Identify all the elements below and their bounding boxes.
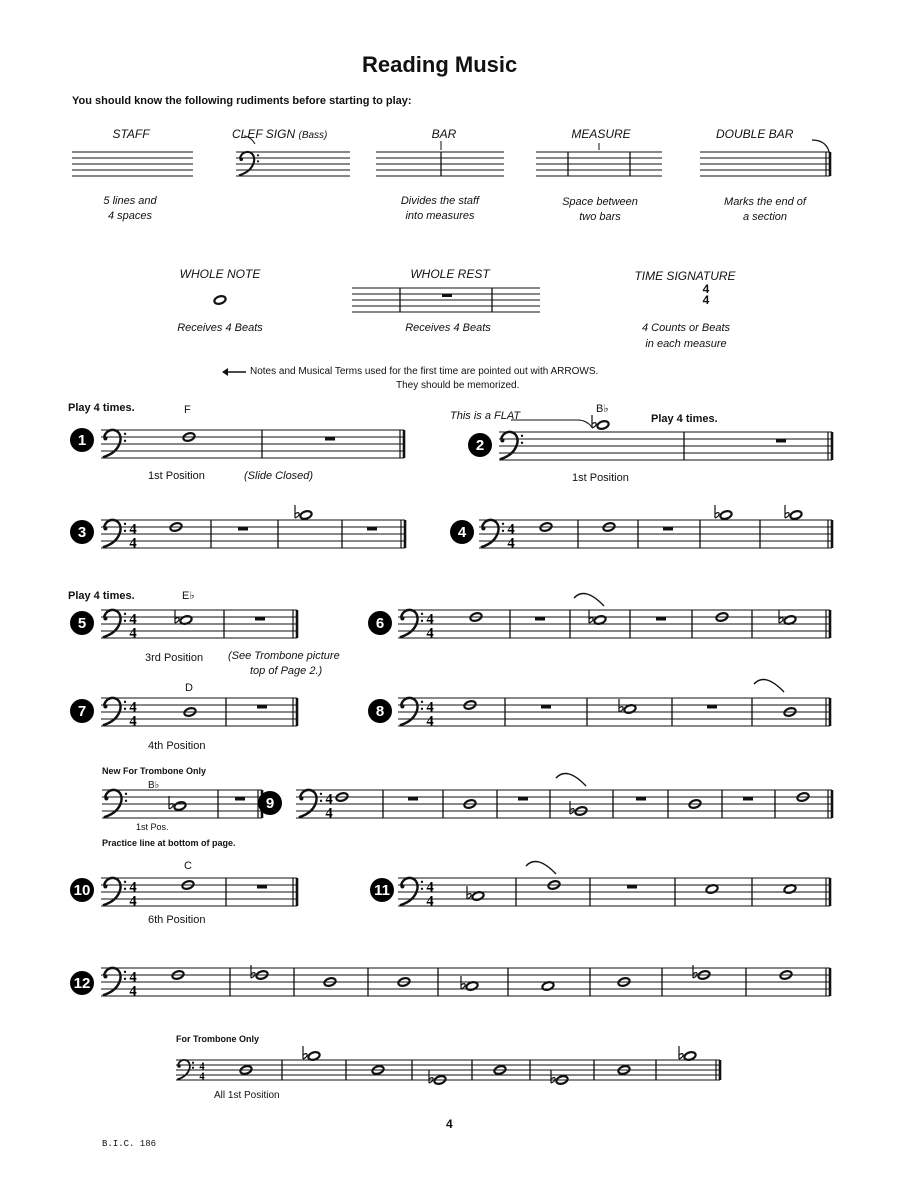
whole-rest xyxy=(257,885,267,889)
time-sig-top: 4 xyxy=(325,791,333,808)
time-signature-4-4 xyxy=(426,611,434,641)
bass-clef-dot xyxy=(320,800,322,802)
staff xyxy=(398,698,830,726)
flat-whole-note xyxy=(789,510,802,520)
ex5-see-picture-1: (See Trombone picture xyxy=(228,650,340,662)
exercise-number-3 xyxy=(70,520,94,544)
new-for-trombone: New For Trombone Only xyxy=(102,766,207,776)
whole-note-desc: Receives 4 Beats xyxy=(177,322,263,334)
bass-clef-dot xyxy=(192,1067,194,1069)
arrow-line xyxy=(578,420,592,427)
bass-clef-head xyxy=(500,438,504,442)
trombone-only-staff xyxy=(176,1060,720,1080)
arrow-head-icon xyxy=(222,368,228,376)
whole-rest xyxy=(627,885,637,889)
bar-desc-1: Divides the staff xyxy=(400,195,480,207)
time-sig-top: 4 xyxy=(426,879,434,896)
number-text: 1 xyxy=(77,432,87,449)
whole-rest-staff xyxy=(352,288,540,312)
time-sig-bottom: 4 xyxy=(129,983,137,1000)
bar-label: BAR xyxy=(431,127,457,141)
flat-bowl xyxy=(619,707,623,712)
whole-rest xyxy=(743,797,753,801)
bass-clef-head xyxy=(103,526,107,530)
bass-clef-dot xyxy=(124,433,126,435)
ex1-position: 1st Position xyxy=(148,470,205,482)
number-text: 2 xyxy=(475,437,485,454)
whole-rest xyxy=(541,705,551,709)
whole-rest xyxy=(776,439,786,443)
flat-bowl xyxy=(785,513,789,518)
bass-clef-dot xyxy=(421,708,423,710)
number-text: 4 xyxy=(457,524,467,541)
flat-whole-note xyxy=(173,801,186,811)
flat-sign xyxy=(679,1046,683,1059)
exercise-number-4 xyxy=(450,520,474,544)
time-sig-top: 4 xyxy=(129,879,137,896)
time-sig-top: 4 xyxy=(199,1061,205,1073)
flat-whole-note xyxy=(299,510,312,520)
arrow-mark xyxy=(812,140,830,156)
ex10-position: 6th Position xyxy=(148,914,206,926)
measure-desc-1: Space between xyxy=(562,196,638,208)
time-sig-top: 4 xyxy=(129,611,137,628)
whole-rest xyxy=(325,437,335,441)
whole-rest xyxy=(235,797,245,801)
bass-clef-dot xyxy=(124,971,126,973)
exercise-number-11 xyxy=(370,878,394,902)
whole-rest xyxy=(518,797,528,801)
bass-clef-dot xyxy=(257,160,259,162)
play-4-times-1: Play 4 times. xyxy=(68,402,135,414)
play-4-times-3: Play 4 times. xyxy=(68,590,135,602)
flat-sign xyxy=(303,1046,307,1059)
note-name-c: C xyxy=(184,860,192,872)
arrow-curve xyxy=(556,774,586,787)
arrow-note-line-2: They should be memorized. xyxy=(396,380,520,391)
note-name-eb: E♭ xyxy=(182,590,195,602)
page-title: Reading Music xyxy=(362,52,518,77)
whole-note-example xyxy=(213,295,226,305)
double-bar-desc-1: Marks the end of xyxy=(724,196,806,208)
bass-clef-dot xyxy=(421,620,423,622)
whole-rest xyxy=(257,705,267,709)
rudiment-bar-staff xyxy=(376,152,504,176)
bass-clef-dot xyxy=(521,435,523,437)
whole-rest xyxy=(238,527,248,531)
time-sig-bottom: 4 xyxy=(426,713,434,730)
bass-clef-head xyxy=(400,704,404,708)
ex1-slide-closed: (Slide Closed) xyxy=(244,470,314,482)
staff xyxy=(499,432,832,460)
bass-clef-dot xyxy=(421,613,423,615)
whole-rest-label: WHOLE REST xyxy=(410,267,490,281)
time-sig-bottom: 4 xyxy=(129,535,137,552)
rudiment-staff xyxy=(72,152,193,176)
time-sig-bottom: 4 xyxy=(507,535,515,552)
time-signature-4-4 xyxy=(507,521,515,551)
bass-clef-dot xyxy=(124,530,126,532)
bass-clef-dot xyxy=(124,523,126,525)
flat-bowl xyxy=(295,513,299,518)
time-signature-desc-2: in each measure xyxy=(645,338,727,350)
time-signature-4-4 xyxy=(129,611,137,641)
bass-clef-dot xyxy=(124,888,126,890)
arrow-curve xyxy=(526,862,556,875)
time-signature-desc-1: 4 Counts or Beats xyxy=(641,322,731,334)
whole-rest xyxy=(656,617,666,621)
time-signature-4-4 xyxy=(129,969,137,999)
note-name-f: F xyxy=(184,404,191,416)
number-text: 6 xyxy=(375,615,385,632)
staff xyxy=(101,430,404,458)
flat-bowl xyxy=(779,618,783,623)
note-name-bb-2: B♭ xyxy=(148,780,160,791)
measure-label: MEASURE xyxy=(571,127,631,141)
bass-clef-dot xyxy=(320,793,322,795)
practice-line-note: Practice line at bottom of page. xyxy=(102,838,236,848)
play-4-times-2: Play 4 times. xyxy=(651,413,718,425)
time-sig-top: 4 xyxy=(129,699,137,716)
bass-clef-dot xyxy=(125,793,127,795)
exercise-number-10 xyxy=(70,878,94,902)
flat-bowl xyxy=(589,618,593,623)
bass-clef-dot xyxy=(125,800,127,802)
flat-sign xyxy=(785,505,789,518)
whole-rest xyxy=(255,617,265,621)
flat-sign xyxy=(693,965,697,978)
bass-clef-head xyxy=(177,1064,181,1068)
time-sig-bottom: 4 xyxy=(129,713,137,730)
bass-clef-head xyxy=(104,796,108,800)
bar-desc-2: into measures xyxy=(405,210,475,222)
bass-clef-head xyxy=(239,157,243,161)
flat-sign xyxy=(592,415,596,428)
time-sig-bottom: 4 xyxy=(426,625,434,642)
double-bar-label: DOUBLE BAR xyxy=(716,127,794,141)
whole-rest xyxy=(367,527,377,531)
time-sig-top: 4 xyxy=(507,521,515,538)
note-name-d: D xyxy=(185,682,193,694)
time-sig-bottom: 4 xyxy=(199,1071,205,1083)
staff xyxy=(101,520,405,548)
clef-label: CLEF SIGN (Bass) xyxy=(232,127,328,141)
bass-clef-dot xyxy=(124,620,126,622)
staff xyxy=(398,610,830,638)
number-text: 9 xyxy=(265,795,275,812)
whole-rest xyxy=(707,705,717,709)
flat-bowl xyxy=(175,618,179,623)
flat-bowl xyxy=(461,984,465,989)
flat-sign xyxy=(169,796,173,809)
ex5-see-picture-2: top of Page 2.) xyxy=(250,665,323,677)
rudiment-double-bar-staff xyxy=(700,152,830,176)
rudiment-measure-staff xyxy=(536,152,662,176)
bass-clef-head xyxy=(103,616,107,620)
time-sig-bottom: 4 xyxy=(129,625,137,642)
number-text: 3 xyxy=(77,524,87,541)
time-signature-4-4 xyxy=(325,791,333,821)
ex5-position: 3rd Position xyxy=(145,652,204,664)
staff xyxy=(398,878,830,906)
exercise-number-1 xyxy=(70,428,94,452)
number-text: 5 xyxy=(77,615,87,632)
bass-clef-dot xyxy=(124,613,126,615)
staff xyxy=(101,968,830,996)
arrow-note-line-1: Notes and Musical Terms used for the first time are pointed out with ARROWS. xyxy=(250,366,599,377)
bass-clef-dot xyxy=(192,1062,194,1064)
flat-bowl xyxy=(303,1054,307,1059)
time-signature-4-4 xyxy=(426,879,434,909)
bass-clef-head xyxy=(299,796,303,800)
time-sig-top: 4 xyxy=(129,521,137,538)
exercise-number-9 xyxy=(258,791,282,815)
flat-bowl xyxy=(467,894,471,899)
bass-clef-dot xyxy=(124,978,126,980)
number-text: 8 xyxy=(375,703,385,720)
catalog-number: B.I.C. 186 xyxy=(102,1139,157,1149)
staff-desc-2: 4 spaces xyxy=(107,210,153,222)
bass-clef-dot xyxy=(521,442,523,444)
exercise-number-8 xyxy=(368,699,392,723)
all-first-position: All 1st Position xyxy=(214,1090,280,1101)
whole-rest xyxy=(535,617,545,621)
bass-clef-head xyxy=(481,526,485,530)
ex2-position: 1st Position xyxy=(572,472,629,484)
flat-label: This is a FLAT xyxy=(450,410,521,422)
staff-desc-1: 5 lines and xyxy=(103,195,157,207)
flat-sign xyxy=(251,965,255,978)
exercise-number-5 xyxy=(70,611,94,635)
exercise-number-7 xyxy=(70,699,94,723)
arrow-mark xyxy=(244,136,255,144)
time-signature-4-4 xyxy=(129,521,137,551)
bass-clef-dot xyxy=(421,888,423,890)
flat-bowl xyxy=(592,423,596,428)
whole-rest xyxy=(442,294,452,297)
for-trombone-only: For Trombone Only xyxy=(176,1034,260,1044)
whole-note-label: WHOLE NOTE xyxy=(179,267,261,281)
whole-rest xyxy=(636,797,646,801)
bass-clef-head xyxy=(400,884,404,888)
time-sig-bottom: 4 xyxy=(325,805,333,822)
flat-whole-note xyxy=(596,420,609,430)
flat-sign xyxy=(551,1070,555,1083)
bass-clef-head xyxy=(103,974,107,978)
time-signature-label: TIME SIGNATURE xyxy=(634,269,736,283)
flat-sign xyxy=(570,801,574,814)
number-text: 11 xyxy=(374,882,390,899)
flat-sign xyxy=(429,1070,433,1083)
number-text: 12 xyxy=(73,975,91,992)
arrow-curve xyxy=(754,680,784,693)
time-signature-4-4 xyxy=(129,879,137,909)
staff xyxy=(296,790,832,818)
exercise-number-6 xyxy=(368,611,392,635)
number-text: 7 xyxy=(77,703,87,720)
bass-clef-dot xyxy=(257,154,259,156)
note-name-bb: B♭ xyxy=(596,403,609,415)
number-text: 10 xyxy=(73,882,91,899)
page-number: 4 xyxy=(446,1117,453,1131)
staff xyxy=(479,520,832,548)
bass-clef-dot xyxy=(421,881,423,883)
flat-bowl xyxy=(679,1054,683,1059)
double-bar-desc-2: a section xyxy=(742,211,788,223)
whole-rest xyxy=(663,527,673,531)
time-signature-4-4 xyxy=(426,699,434,729)
bass-clef-dot xyxy=(124,708,126,710)
time-sig-bottom: 4 xyxy=(129,893,137,910)
bass-clef-head xyxy=(103,884,107,888)
whole-rest xyxy=(408,797,418,801)
bass-clef-dot xyxy=(124,701,126,703)
bass-clef-head xyxy=(103,436,107,440)
flat-sign xyxy=(715,505,719,518)
first-pos-short: 1st Pos. xyxy=(136,822,169,832)
exercise-number-2 xyxy=(468,433,492,457)
time-sig-bottom: 4 xyxy=(426,893,434,910)
time-sig-top: 4 xyxy=(426,699,434,716)
bass-clef-dot xyxy=(124,440,126,442)
time-signature-4-4 xyxy=(129,699,137,729)
time-signature-4-4 xyxy=(199,1062,205,1083)
flat-whole-note xyxy=(719,510,732,520)
intro-text: You should know the following rudiments before starting to play: xyxy=(72,95,412,107)
bass-clef-dot xyxy=(502,530,504,532)
ex7-position: 4th Position xyxy=(148,740,206,752)
time-sig-top: 4 xyxy=(129,969,137,986)
bass-clef-head xyxy=(103,704,107,708)
whole-rest-desc: Receives 4 Beats xyxy=(405,322,491,334)
time-signature-glyph: 4 4 xyxy=(702,282,710,307)
staff-label: STAFF xyxy=(112,127,150,141)
bass-clef-head xyxy=(400,616,404,620)
flat-sign xyxy=(295,505,299,518)
bass-clef-dot xyxy=(124,881,126,883)
flat-bowl xyxy=(715,513,719,518)
bass-clef-dot xyxy=(421,701,423,703)
bass-clef-dot xyxy=(502,523,504,525)
arrow-curve xyxy=(574,594,604,607)
exercise-number-12 xyxy=(70,971,94,995)
measure-desc-2: two bars xyxy=(579,211,621,223)
time-sig-top: 4 xyxy=(426,611,434,628)
